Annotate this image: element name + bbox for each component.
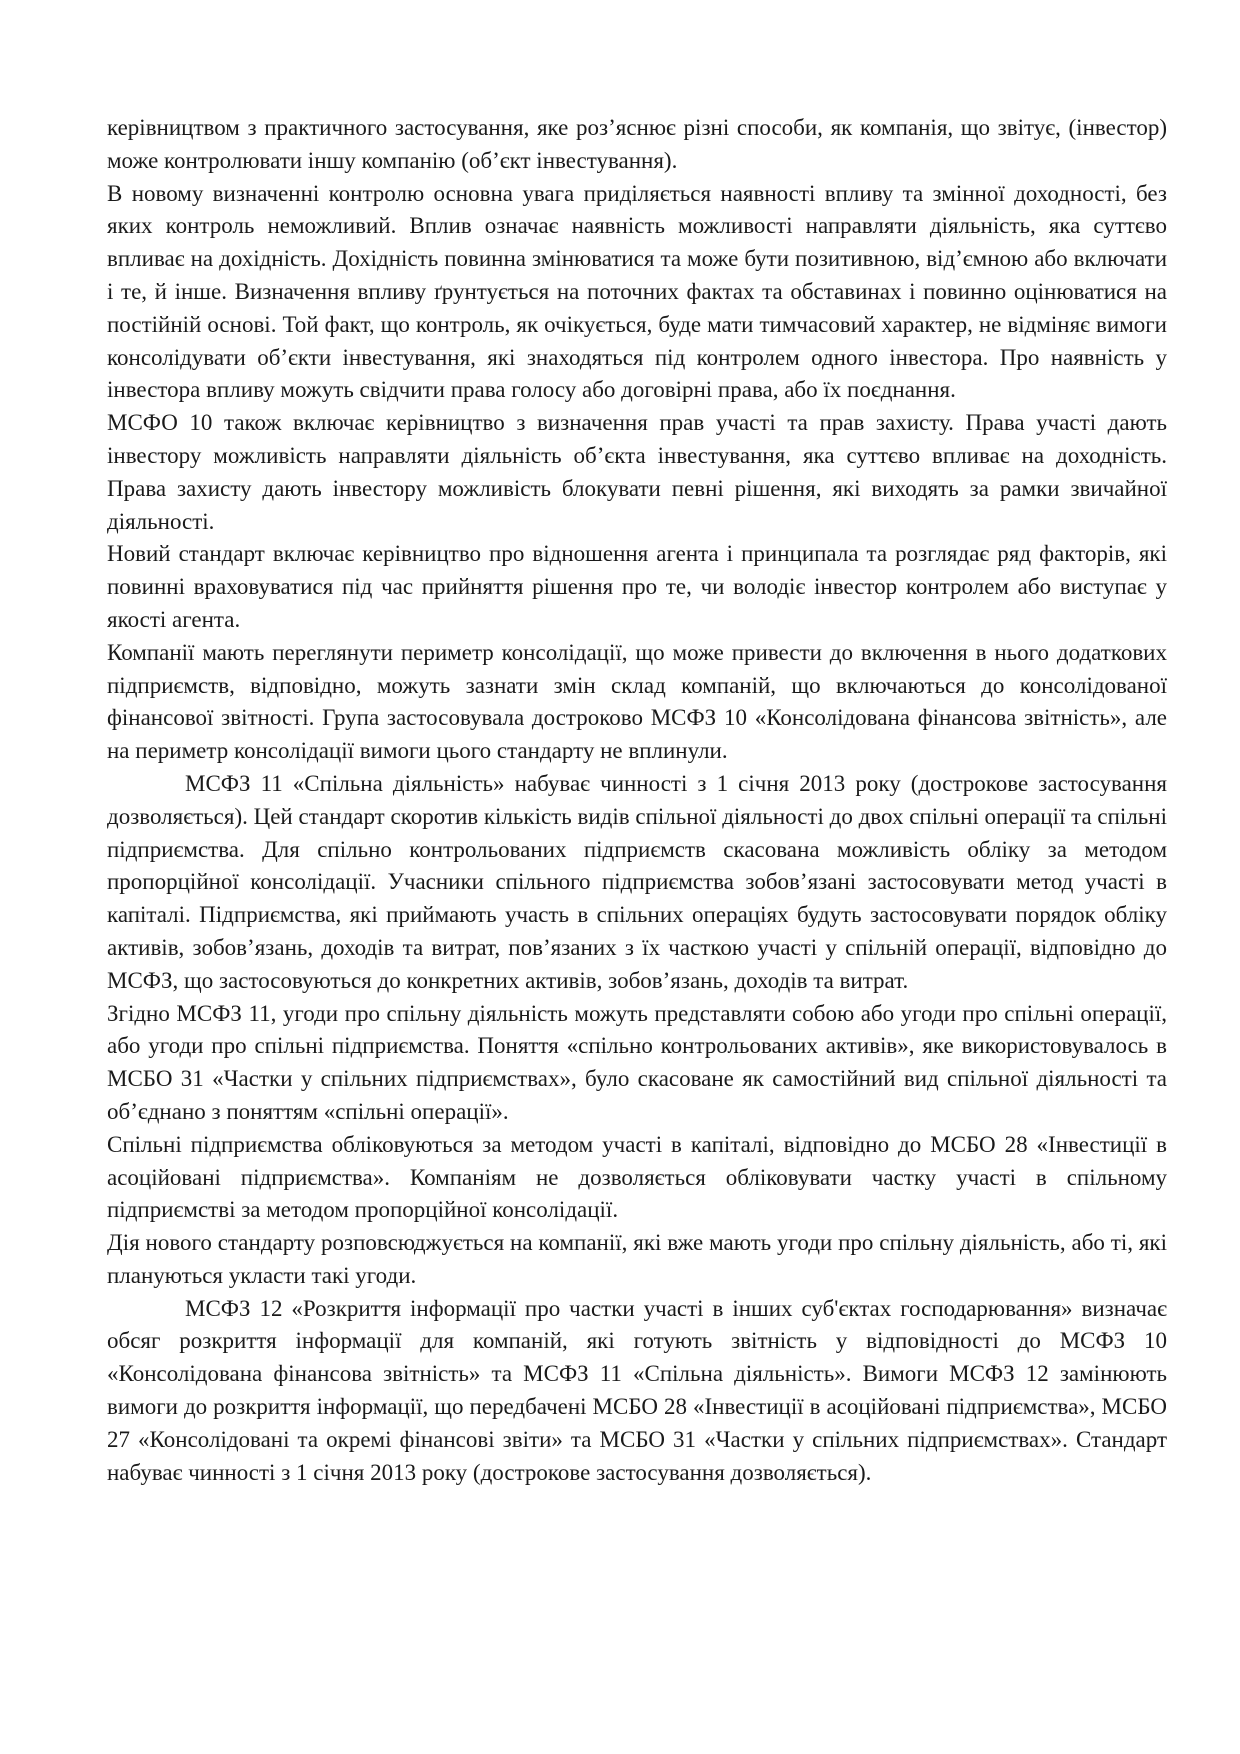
paragraph-1: керівництвом з практичного застосування, яке роз’яснює різні способи, як компанія, що звітує, (інвестор) може контролювати іншу компанію (об’єкт інвестування). <box>107 115 1167 173</box>
paragraph-7: Згідно МСФЗ 11, угоди про спільну діяльність можуть представляти собою або угоди про спільні операції, або угоди про спільні підприємства. Поняття «спільно контрольованих активів», яке використовувалось в МСБО 31 «Частки у спільних підприємствах», було скасоване як самостійний вид спільної діяльності та об’єднано з поняттям «спільні операції». <box>107 1000 1167 1124</box>
paragraph-5: Компанії мають переглянути периметр консолідації, що може привести до включення в нього додаткових підприємств, відповідно, можуть зазнати змін склад компаній, що включаються до консолідованої фінансової звітності. Група застосовувала достроково МСФЗ 10 «Консолідована фінансова звітність», але на периметр консолідації вимоги цього стандарту не вплинули. <box>107 639 1167 764</box>
paragraph-3: МСФО 10 також включає керівництво з визначення прав участі та прав захисту. Права участі дають інвестору можливість направляти діяльність об’єкта інвестування, яка суттєво впливає на доходність. Права захисту дають інвестору можливість блокувати певні рішення, які виходять за рамки звичайної діяльності. <box>107 410 1167 534</box>
document-page <box>107 112 1167 1489</box>
paragraph-2: В новому визначенні контролю основна увага приділяється наявності впливу та змінної доходності, без яких контроль неможливий. Вплив означає наявність можливості направляти діяльність, яка суттєво впливає на дохідність. Дохідність повинна змінюватися та може бути позитивною, від’ємною або включати і те, й інше. Визначення впливу ґрунтується на поточних фактах та обставинах і повинно оцінюватися на постійній основі. Той факт, що контроль, як очікується, буде мати тимчасовий характер, не відміняє вимоги консолідувати об’єкти інвестування, які знаходяться під контролем одного інвестора. Про наявність у інвестора впливу можуть свідчити права голосу або договірні права, або їх поєднання. <box>107 180 1167 403</box>
paragraph-9: Дія нового стандарту розповсюджується на компанії, які вже мають угоди про спільну діяльність, або ті, які плануються укласти такі угоди. <box>107 1230 1167 1288</box>
paragraph-6: МСФЗ 11 «Спільна діяльність» набуває чинності з 1 січня 2013 року (дострокове застосування дозволяється). Цей стандарт скоротив кількість видів спільної діяльності до двох спільні операції та спільні підприємства. Для спільно контрольованих підприємств скасована можливість обліку за методом пропорційної консолідації. Учасники спільного підприємства зобов’язані застосовувати метод участі в капіталі. Підприємства, які приймають участь в спільних операціях будуть застосовувати порядок обліку активів, зобов’язань, доходів та витрат, пов’язаних з їх часткою участі у спільній операції, відповідно до МСФЗ, що застосовуються до конкретних активів, зобов’язань, доходів та витрат. <box>107 770 1167 993</box>
paragraph-4: Новий стандарт включає керівництво про відношення агента і принципала та розглядає ряд факторів, які повинні враховуватися під час прийняття рішення про те, чи володіє інвестор контролем або виступає у якості агента. <box>107 541 1167 632</box>
paragraph-10: МСФЗ 12 «Розкриття інформації про частки участі в інших суб'єктах господарювання» визначає обсяг розкриття інформації для компаній, які готують звітність у відповідності до МСФЗ 10 «Консолідована фінансова звітність» та МСФЗ 11 «Спільна діяльність». Вимоги МСФЗ 12 замінюють вимоги до розкриття інформації, що передбачені МСБО 28 «Інвестиції в асоційовані підприємства», МСБО 27 «Консолідовані та окремі фінансові звіти» та МСБО 31 «Частки у спільних підприємствах». Стандарт набуває чинності з 1 січня 2013 року (дострокове застосування дозволяється). <box>107 1295 1167 1485</box>
paragraph-8: Спільні підприємства обліковуються за методом участі в капіталі, відповідно до МСБО 28 «Інвестиції в асоційовані підприємства». Компаніям не дозволяється обліковувати частку участі в спільному підприємстві за методом пропорційної консолідації. <box>107 1131 1167 1223</box>
